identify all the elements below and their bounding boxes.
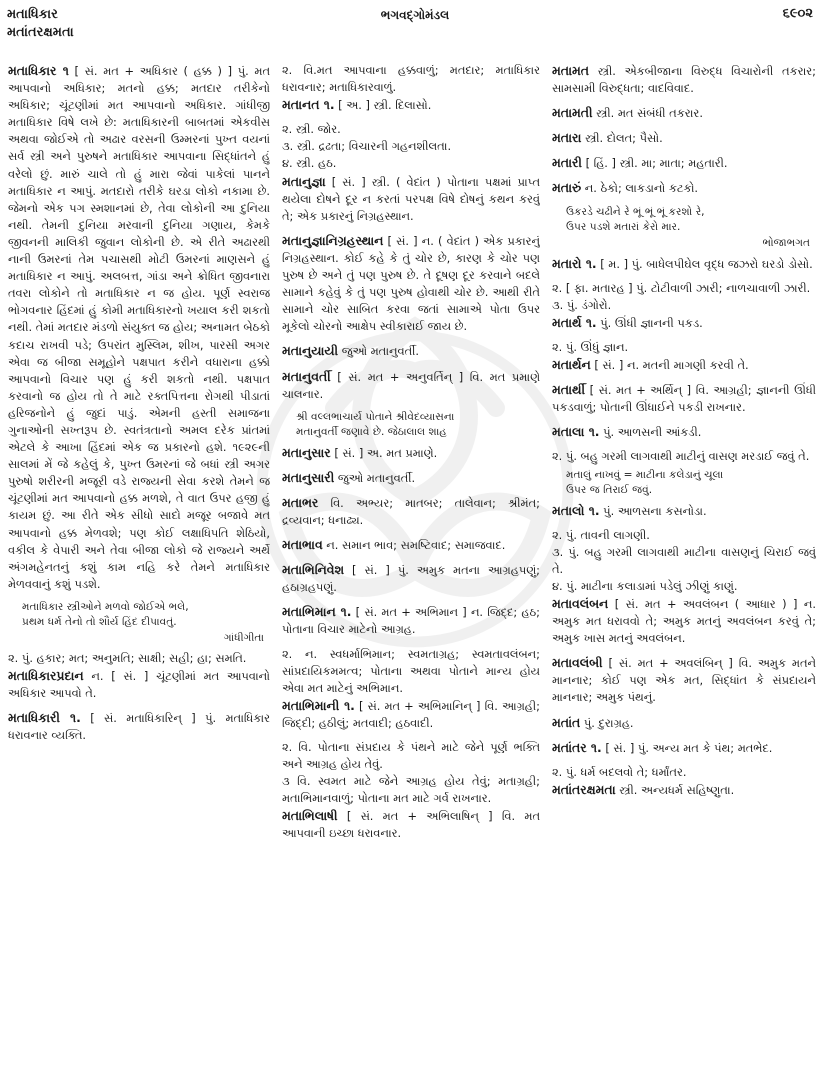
quotation-line: ઉકરડે ચઢીને રે ભૂં ભૂં ભૂં કરશો રે, — [566, 205, 705, 218]
entry-definition: જુઓ મતાનુવર્તી. — [338, 344, 420, 359]
dictionary-entry — [282, 96, 540, 114]
quotation-attribution: ગાંધીગીતા — [223, 631, 264, 644]
dictionary-entry — [8, 667, 270, 702]
sub-definition: ૩. પું. ડંગોરો. — [552, 297, 612, 312]
entry-headword: મતાધિકાર ૧ — [8, 63, 69, 78]
entry-headword: મતાલો ૧. — [552, 502, 600, 518]
entry-headword: મતાનત ૧. — [282, 97, 335, 113]
dictionary-entry — [552, 595, 816, 647]
entry-headword: મતાંત — [552, 714, 581, 730]
dictionary-entry — [552, 179, 816, 197]
entry-headword: મતાર્થ ૧. — [552, 314, 597, 330]
sub-definition: ૨. ન. સ્વધર્માભિમાન; સ્વમતાગ્રહ; સ્વમતાવલંબન; સાંપ્રદાયિકમમત્વ; પોતાના અથવા પોતાને માન્ય હોય એવા મત માટેનું અભિમાન. — [282, 646, 540, 695]
entry-definition: [ સં. ] ન. ( વેદાંત ) એક પ્રકારનું નિગ્રહસ્થાન. કોઈ કહે કે તું ચોર છે, કારણ કે ચોર પણ પુરુષ છે અને તું પણ પુરુષ છે. તે દૂષણ દૂર કરવાને બદલે સામાને કહેવું કે તું પણ પુરુષ હોવાથી ચોર છે. આથી રીતે સામાને ચોર સાબિત કરવા જતાં સામાએ પોતા ઉપર મૂકેલો ચોરનો આક્ષેપ સ્વીકારાઈ જાય છે. — [282, 233, 540, 334]
dictionary-entry — [552, 62, 816, 97]
entry-definition: [ સં. મતાધિકારિન્ ] પું. મતાધિકાર ધરાવનાર વ્યક્તિ. — [8, 711, 270, 743]
dictionary-entry — [282, 494, 540, 529]
quotation — [22, 600, 270, 646]
dictionary-entry — [552, 781, 816, 799]
entry-definition: સ્ત્રી. દોલત; પૈસો. — [581, 131, 663, 146]
quotation-line: શ્રી વલ્લભાચાર્ય પોતાને શ્રીવેદવ્યાસના — [296, 410, 455, 423]
sub-definition: ૨. પું. બહુ ગરમી લાગવાથી માટીનું વાસણ મરડાઈ જવું તે. — [552, 449, 810, 464]
entry-headword: મતામત — [552, 63, 589, 78]
quotation-attribution: ભોજાભગત — [762, 236, 810, 249]
entry-headword: મતાંતરક્ષમતા — [552, 781, 616, 797]
entry-definition: સ્ત્રી. અન્યધર્મ સહિષ્ણુતા. — [615, 782, 735, 797]
column-left — [8, 62, 270, 1062]
dictionary-entry — [552, 714, 816, 732]
entry-definition: સ્ત્રી. એકબીજાના વિરુદ્ધ વિચારોની તકરાર; સામસામી વિરુદ્ધતા; વાદવિવાદ. — [552, 64, 816, 96]
entry-definition: [ સં. મત + અભિમાન ] ન. જિદ્દ; હઠ; પોતાના વિચાર માટેનો આગ્રહ. — [282, 605, 540, 637]
entry-definition: [ સં. મત + અનુવર્તિન્ ] વિ. મત પ્રમાણે ચાલનાર. — [282, 369, 540, 401]
dictionary-entry — [282, 173, 540, 225]
entry-headword: મતાનુસારી — [282, 469, 335, 485]
entry-definition: [ અ. ] સ્ત્રી. દિલાસો. — [334, 98, 432, 113]
dictionary-entry — [282, 561, 540, 596]
quotation-line: ઉપર પડશે મતારાં કેરો માર. — [566, 220, 681, 233]
dictionary-entry — [282, 603, 540, 638]
entry-definition: [ સં. ] અ. મત પ્રમાણે. — [330, 445, 438, 460]
entry-headword: મતાલા ૧. — [552, 424, 600, 440]
dictionary-entry — [552, 129, 816, 147]
dictionary-entry — [552, 381, 816, 416]
quotation-line: પ્રથમ ધર્મ તેનો તો શૌર્ય હિંદ દીપાવતું. — [22, 615, 177, 628]
dictionary-entry — [552, 502, 816, 520]
dictionary-entry — [552, 356, 816, 374]
entry-headword: મતાંતર ૧. — [552, 739, 602, 755]
quotation-line: મતાલું નાખવું = માટીના કલેડાનું ચૂલા — [566, 468, 724, 481]
dictionary-entry — [552, 154, 816, 172]
dictionary-entry — [552, 314, 816, 332]
sub-definition: ૨. [ ફા. મતારહ ] પું. ટોટીવાળી ઝારી; નાળચાવાળી ઝારી. — [552, 280, 811, 295]
book-title: ભગવદ્ગોમંડલ — [380, 8, 450, 22]
entry-headword: મતારું — [552, 180, 582, 196]
column-right — [552, 62, 816, 1062]
entry-headword: મતાનુયાયી — [282, 343, 339, 359]
quotation-line: મતાનુવર્તી જણાવે છે. જેઠાલાલ શાહ — [296, 425, 447, 438]
dictionary-entry — [282, 232, 540, 336]
sub-definition: ૪. પું. માટીના કલાડામાં પડેલું ઝીણું કાણું. — [552, 578, 738, 593]
dictionary-entry — [552, 739, 816, 757]
dictionary-entry — [552, 423, 816, 441]
sub-definition: ૨. પું. ધર્મ બદલવો તે; ધર્માંતર. — [552, 764, 687, 779]
entry-headword: મતાભાવ — [282, 537, 323, 553]
page-number: ૬૯૦૨ — [782, 6, 813, 21]
quotation-line: ઉપર જ તિરાઈ જવું. — [566, 483, 653, 496]
entry-headword: મતાધિકારી ૧. — [8, 710, 81, 726]
entry-definition: [ સં. મત + અધિકાર ( હક્ક ) ] પું. મત આપવાનો અધિકાર; મતનો હક્ક; મતદાર તરીકેનો અધિકાર; ચૂંટણીમાં મત આપવાનો અધિકાર. ગાંધીજી મતાધિકાર વિષે લખે છે: મતાધિકારની બાબતમાં એકવીસ અથવા જોઈએ તો અઢાર વરસની ઉમ્મરનાં પુખ્ત વયનાં સર્વ સ્ત્રી અને પુરુષને મતાધિકાર આપવાના સિદ્ધાંતને હું વરેલો છું. મારું ચાલે તો હું મારા જેવાં પાકેલાં પાનને મતાધિકાર ન આપું. મતદારો તરીકે ઘરડા લોકો નકામા છે. જેમનો એક પગ સ્મશાનમાં છે, તેવા લોકોની આ દુનિયા નથી. તેમની દુનિયા મરવાની દુનિયા ગણાય, કેમકે જીવનની માલિકી જુવાન લોકોની છે. એ રીતે અઢારથી નાની ઉમરનાં તેમ પચાસથી મોટી ઉમરનાં માણસને હું મતાધિકાર ન આપું. અલબત્ત, ગાંડા અને ક્રોધિત જીવનારા તવરા લોકોને તો મતાધિકાર ન જ હોય. પૂર્ણ સ્વરાજ ભોગવનાર હિંદમાં હું કોમી મતાધિકારનો ખયાલ કરી શકતો નથી. તેમાં મતદાર મંડળો સંયુક્ત જ હોય; અનામત બેઠકો કદાચ રાખવી પડે; ઉપરાંત મુસ્લિમ, શીખ, પારસી અગર એવા જ બીજા સમૂહોને પક્ષપાત કરીને વધારાના હક્કો આપવાનો વિચાર પણ હું કરી શકતો નથી. પક્ષપાત કરવાનો જ હોય તો તે માટે રક્તપિત્તના રોગથી પીડાતાં હરિજનોને હું જુદાં પાડું. એમની હસ્તી સમાજના ગુનાઓની સખ્તરૂપ છે. સ્વતંત્રતાનો અમલ દરેક પ્રાંતમાં એટલે કે આખા હિંદમાં એક જ પ્રકારનો હશે. ૧૯૨૯ની સાલમાં મેં જે કહેલું કે, પુખ્ત ઉમરનાં જે બધાં સ્ત્રી અગર પુરુષો શરીરની મજૂરી વડે રાજ્યની સેવા કરશે તેમને જ ચૂંટણીમાં મત આપવાનો હક્ક મળશે, તે વાત ઉપર હજી હું કાયમ છું. આ રીતે એક સીધો સાદો મજૂર બજાવે મત આપવાનો હક્ક મેળવશે; પણ કોઈ લક્ષાધિપતિ શેઠિયો, વકીલ કે વેપારી અને તેવા બીજા લોકો જે રાજ્યને અર્થે અંગમહેનતનું કશું કામ નહિ કરે તેમને મતાધિકાર મેળવવાનું કશું પડશે. — [8, 64, 270, 591]
entry-definition: [ સં. મત + અર્થિન્ ] વિ. આગ્રહી; જ્ઞાનની ઊંધી પકડવાળું; પોતાની ઊંધાઈને પકડી રાખનાર. — [552, 383, 816, 415]
dictionary-entry — [552, 654, 816, 706]
entry-definition: [ સં. મત + અભિમાનિન્ ] વિ. આગ્રહી; જિદ્દી; હઠીલું; મતવાદી; હઠવાદી. — [282, 698, 540, 730]
entry-headword: મતાભિનિવેશ — [282, 562, 345, 578]
entry-headword: મતાધિકારપ્રદાન — [8, 668, 84, 683]
quotation — [566, 205, 816, 251]
entry-definition: પું. આળસના કસનોડા. — [599, 503, 707, 518]
header-last-word: મતાંતરક્ષમતા — [7, 25, 74, 40]
dictionary-entry — [552, 104, 816, 122]
entry-headword: મતાનુસાર — [282, 444, 331, 460]
entry-headword: મતામતી — [552, 105, 593, 121]
sub-definition: ૪. સ્ત્રી. હઠ. — [282, 156, 337, 171]
entry-headword: મતાભિમાની ૧. — [282, 697, 355, 713]
entry-headword: મતાનુવર્તી — [282, 368, 331, 384]
entry-definition: પું. દુરાગ્રહ. — [580, 715, 634, 730]
entry-headword: મતાવલંબન — [552, 595, 609, 611]
entry-definition: [ હિં. ] સ્ત્રી. મા; માતા; મહતારી. — [581, 156, 728, 171]
dictionary-entry — [282, 697, 540, 732]
sub-definition: ૨. સ્ત્રી. જોર. — [282, 122, 341, 137]
sub-definition: ૨. વિ. પોતાના સંપ્રદાય કે પંથને માટે જેને પૂર્ણ ભક્તિ અને આગ્રહ હોય તેવું. — [282, 740, 540, 772]
quotation-line: મતાધિકાર સ્ત્રીઓને મળવો જોઈએ ભલે, — [22, 600, 189, 613]
header-first-word: મતાધિકાર — [7, 7, 58, 22]
column-middle — [282, 62, 540, 1062]
dictionary-entry — [282, 444, 540, 462]
entry-headword: મતાર્થી — [552, 382, 586, 398]
entry-definition: ન. [ સં. ] ચૂંટણીમાં મત આપવાનો અધિકાર આપવો તે. — [8, 669, 270, 701]
dictionary-entry — [282, 368, 540, 403]
sub-definition: ૩. પું. બહુ ગરમી લાગવાથી માટીના વાસણનું ચિરાઈ જવું તે. — [552, 544, 816, 576]
entry-definition: [ સં. ] પું. અન્ય મત કે પંથ; મતભેદ. — [601, 740, 773, 755]
dictionary-entry — [8, 62, 270, 593]
entry-definition: ન. સમાન ભાવ; સમષ્ટિવાદ; સમાજવાદ. — [322, 538, 506, 553]
entry-definition: પું. આળસની આંકડી. — [599, 425, 702, 440]
sub-definition: ૩ વિ. સ્વમત માટે જેને આગ્રહ હોય તેવું; મતાગ્રહી; મતાભિમાનવાળું; પોતાના મત માટે ગર્વ રાખનાર. — [282, 774, 540, 806]
entry-headword: મતાનુજ્ઞા — [282, 173, 326, 189]
quotation — [566, 468, 816, 498]
sub-definition: ૨. વિ.મત આપવાના હક્કવાળું; મતદાર; મતાધિકાર ધરાવનાર; મતાધિકારવાળું. — [282, 63, 540, 95]
entry-headword: મતાભિલાષી — [282, 808, 338, 824]
dictionary-entry — [282, 469, 540, 487]
entry-definition: વિ. અભ્યર; માતબર; તાલેવાન; શ્રીમંત; દ્રવ્યવાન; ધનાઢ્ય. — [282, 495, 540, 527]
entry-headword: મતાવલંબી — [552, 655, 603, 671]
entry-definition: ન. ઠેકો; લાકડાનો કટકો. — [581, 181, 699, 196]
entry-headword: મતારો ૧. — [552, 255, 597, 271]
entry-definition: [ સં. મત + અવલંબિન્ ] વિ. અમુક મતને માનનાર; કોઈ પણ એક મત, સિદ્ધાંત કે સંપ્રદાયને માનનાર; અમુક પંથનું. — [552, 656, 816, 705]
entry-definition: સ્ત્રી. મત સંબંધી તકરાર. — [592, 106, 703, 121]
entry-headword: મતાનુજ્ઞાનિગ્રહસ્થાન — [282, 232, 384, 248]
entry-definition: [ સં. ] ન. મતની માગણી કરવી તે. — [590, 358, 749, 373]
entry-headword: મતારા — [552, 130, 582, 146]
entry-definition: [ સં. ] પું. અમુક મતના આગ્રહપણું; હઠાગ્રહપણું. — [282, 563, 540, 595]
dictionary-entry — [552, 255, 816, 273]
entry-definition: [ સં. ] સ્ત્રી. ( વેદાંત ) પોતાના પક્ષમાં પ્રાપ્ત થયેલા દોષને દૂર ન કરતાં પરપક્ષ વિષે દોષનું કથન કરવું તે; એક પ્રકારનું નિગ્રહસ્થાન. — [282, 174, 540, 223]
dictionary-entry — [8, 709, 270, 744]
quotation — [296, 410, 540, 440]
entry-definition: પું. ઊંધી જ્ઞાનની પકડ. — [596, 315, 703, 330]
entry-headword: મતારી — [552, 155, 582, 171]
entry-headword: મતાભિમાન ૧. — [282, 604, 352, 620]
dictionary-entry — [282, 342, 540, 360]
dictionary-entry — [282, 807, 540, 842]
sub-definition: ૩. સ્ત્રી. દ્રઢતા; વિચારની ગહનશીલતા. — [282, 139, 452, 154]
entry-headword: મતાભર — [282, 494, 319, 510]
entry-definition: જુઓ મતાનુવર્તી. — [334, 470, 416, 485]
entry-headword: મતાર્થન — [552, 357, 591, 373]
sub-definition: ૨. પું. ઊંધું જ્ઞાન. — [552, 339, 629, 354]
entry-definition: [ સં. મત + અભિલાષિન્ ] વિ. મત આપવાની ઇચ્છા ધરાવનાર. — [282, 809, 540, 841]
dictionary-entry — [282, 536, 540, 554]
sub-definition: ૨. પું. હકાર; મત; અનુમતિ; સાક્ષી; સહી; હા; સમતિ. — [8, 650, 247, 665]
entry-definition: [ સં. મત + અવલંબન ( આધાર ) ] ન. અમુક મત ધરાવવો તે; અમુક મતનું અવલંબન કરવું તે; અમુક ખાસ મતનું અવલંબન. — [552, 596, 816, 646]
entry-definition: [ મ. ] પું. બાધેલપીઘેલ વૃદ્ધ જઝરો ઘરડો ડોસો. — [596, 256, 813, 271]
sub-definition: ૨. પું. તાવની લાગણી. — [552, 527, 650, 542]
running-header-left — [7, 6, 74, 42]
